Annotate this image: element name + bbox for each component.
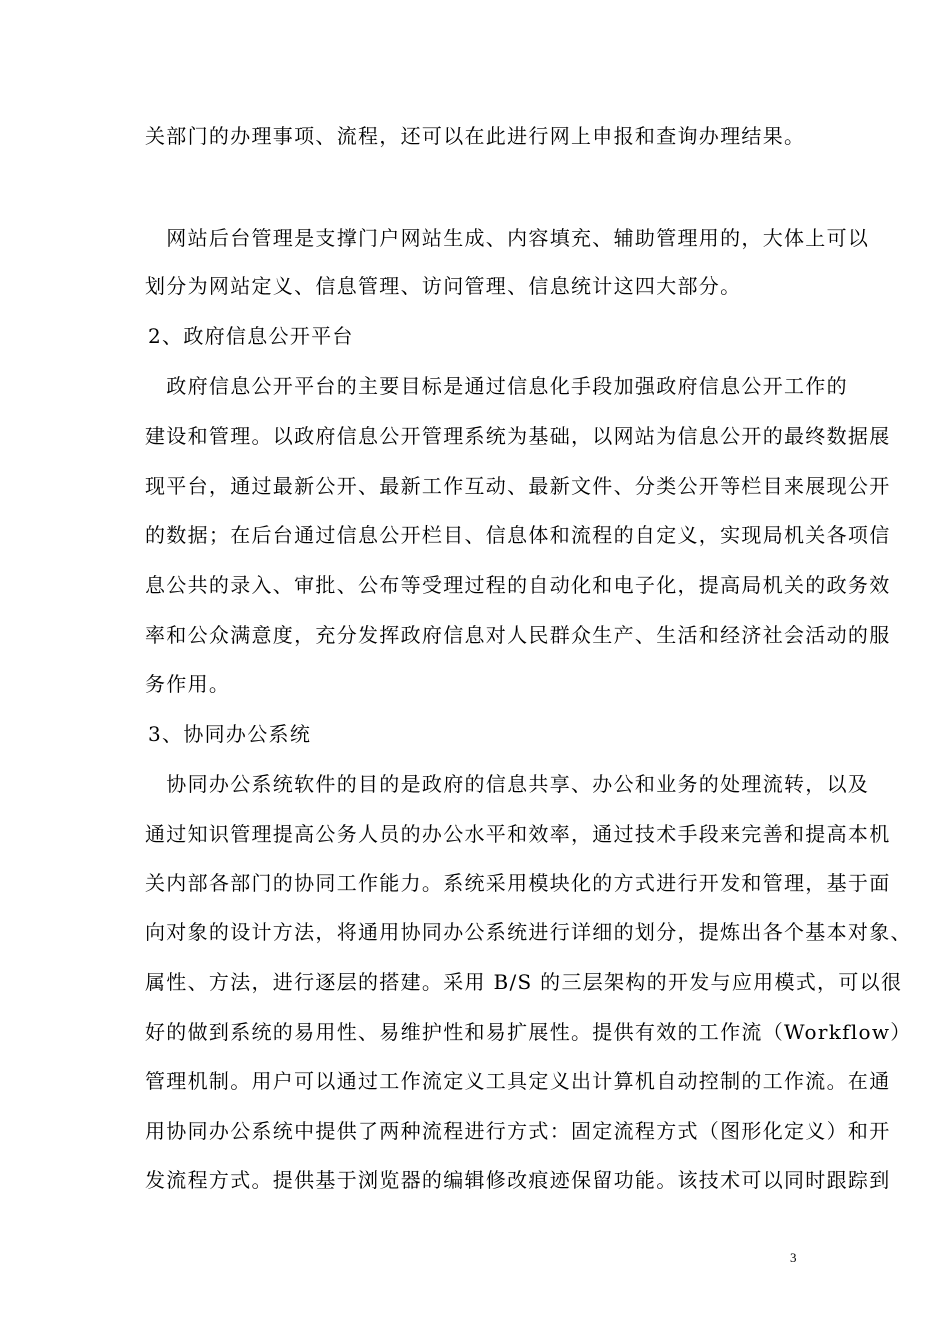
text-line: 政府信息公开平台的主要目标是通过信息化手段加强政府信息公开工作的 [145, 374, 848, 398]
section-heading: 2、政府信息公开平台 [148, 324, 354, 348]
text-line: 息公共的录入、审批、公布等受理过程的自动化和电子化，提高局机关的政务效 [145, 573, 891, 597]
text-line: 发流程方式。提供基于浏览器的编辑修改痕迹保留功能。该技术可以同时跟踪到 [145, 1168, 891, 1192]
page-number: 3 [790, 1250, 797, 1265]
text-line: 划分为网站定义、信息管理、访问管理、信息统计这四大部分。 [145, 274, 742, 298]
text-line: 用协同办公系统中提供了两种流程进行方式：固定流程方式（图形化定义）和开 [145, 1119, 891, 1143]
text-line: 的数据；在后台通过信息公开栏目、信息体和流程的自定义，实现局机关各项信 [145, 523, 891, 547]
text-line: 向对象的设计方法，将通用协同办公系统进行详细的划分，提炼出各个基本对象、 [145, 920, 912, 944]
text-line: 通过知识管理提高公务人员的办公水平和效率，通过技术手段来完善和提高本机 [145, 822, 891, 846]
text-line: 率和公众满意度，充分发挥政府信息对人民群众生产、生活和经济社会活动的服 [145, 623, 891, 647]
text-line: 协同办公系统软件的目的是政府的信息共享、办公和业务的处理流转，以及 [145, 772, 870, 796]
text-line: 关部门的办理事项、流程，还可以在此进行网上申报和查询办理结果。 [145, 124, 806, 148]
text-line: 现平台，通过最新公开、最新工作互动、最新文件、分类公开等栏目来展现公开 [145, 474, 891, 498]
text-line: 属性、方法，进行逐层的搭建。采用 B/S 的三层架构的开发与应用模式，可以很 [145, 970, 903, 994]
text-line: 务作用。 [145, 672, 231, 696]
text-line: 管理机制。用户可以通过工作流定义工具定义出计算机自动控制的工作流。在通 [145, 1069, 891, 1093]
text-line: 好的做到系统的易用性、易维护性和易扩展性。提供有效的工作流（Workflow） [145, 1020, 912, 1044]
text-line: 关内部各部门的协同工作能力。系统采用模块化的方式进行开发和管理，基于面 [145, 871, 891, 895]
text-line: 网站后台管理是支撑门户网站生成、内容填充、辅助管理用的，大体上可以 [145, 226, 870, 250]
section-heading: 3、协同办公系统 [148, 722, 312, 746]
text-line: 建设和管理。以政府信息公开管理系统为基础，以网站为信息公开的最终数据展 [145, 424, 891, 448]
